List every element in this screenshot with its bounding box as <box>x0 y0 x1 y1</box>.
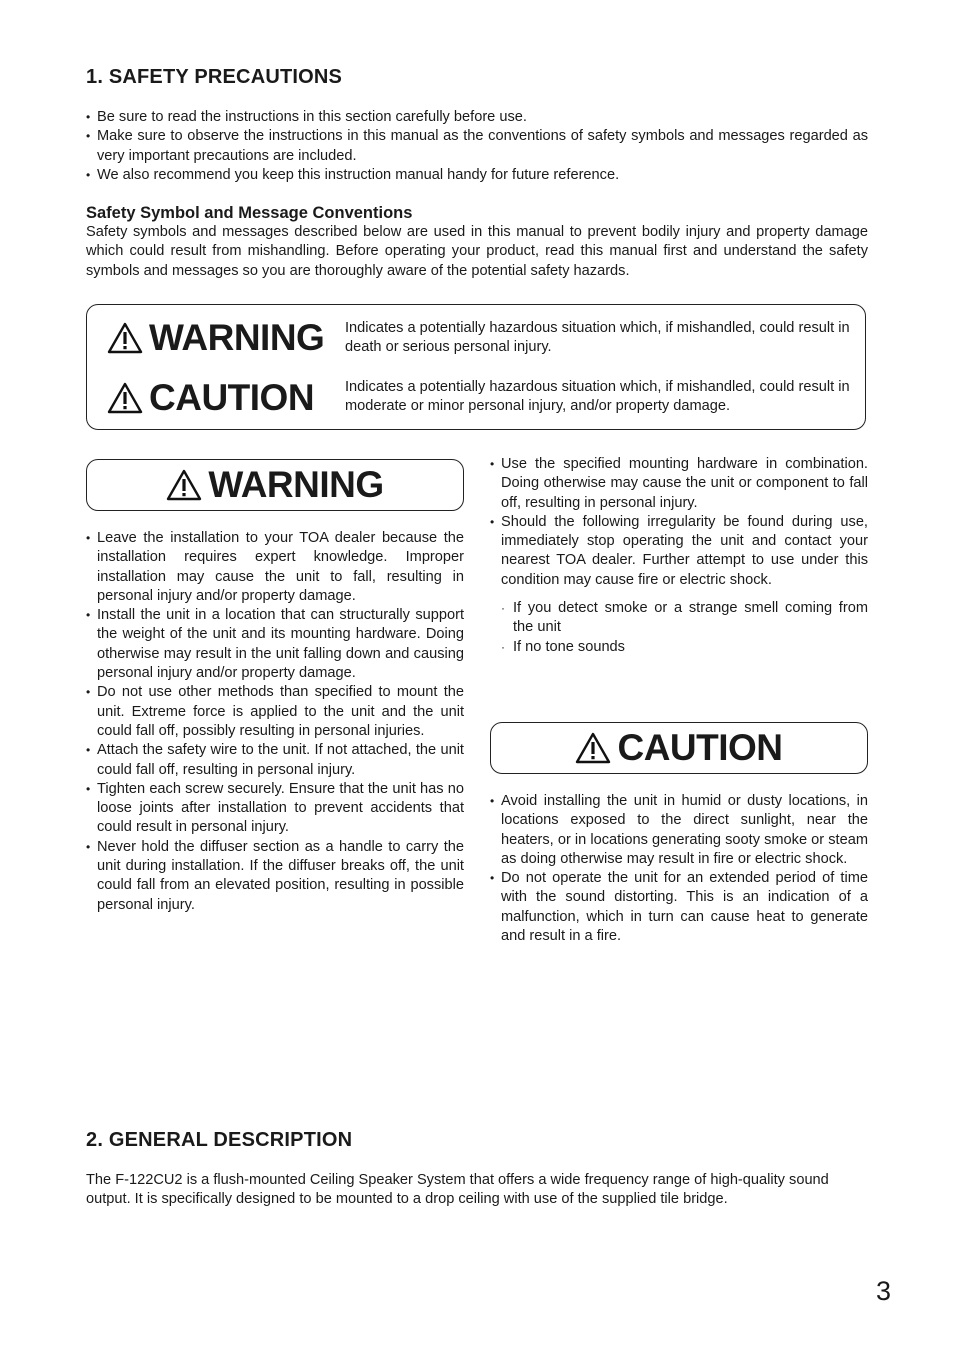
warning-header-box <box>86 459 464 511</box>
list-item: • Use the specified mounting hardware in combination. Doing otherwise may cause the unit or component to fall off, resulting in personal injury. <box>490 455 868 513</box>
legend-caution-desc: Indicates a potentially hazardous situation which, if mishandled, could result in moderate or minor personal injury, and/or property damage. <box>345 379 850 415</box>
section-title-general: 2. GENERAL DESCRIPTION <box>86 1129 353 1151</box>
list-item: • Leave the installation to your TOA dealer because the installation requires expert knowledge. Improper installation may cause the unit to fall, resulting in personal injury and/or property damage. <box>86 529 464 606</box>
intro-bullet-list <box>86 108 868 185</box>
list-item <box>490 513 868 657</box>
legend-warning-label <box>107 318 324 358</box>
section-title-safety: 1. SAFETY PRECAUTIONS <box>86 66 343 88</box>
caution-header-text: CAUTION <box>617 727 783 768</box>
page-number: 3 <box>876 1276 892 1306</box>
legend-caution-text: CAUTION <box>149 377 315 418</box>
legend-warning-text: WARNING <box>149 317 325 358</box>
warning-triangle-icon <box>107 382 143 414</box>
caution-header-label <box>575 728 782 768</box>
legend-warning-desc: Indicates a potentially hazardous situation which, if mishandled, could result in death or serious personal injury. <box>345 320 850 356</box>
list-item: • Tighten each screw securely. Ensure that the unit has no loose joints after installation to prevent accidents that could result in personal injury. <box>86 780 464 838</box>
list-item: · If no tone sounds <box>501 638 868 657</box>
conventions-heading: Safety Symbol and Message Conventions <box>86 204 413 222</box>
irregularity-list <box>501 599 868 657</box>
warning-triangle-icon <box>575 732 611 764</box>
caution-header-box <box>490 722 868 774</box>
list-item: • Be sure to read the instructions in this section carefully before use. <box>86 108 868 127</box>
list-item: • We also recommend you keep this instruction manual handy for future reference. <box>86 166 868 185</box>
list-item: • Attach the safety wire to the unit. If not attached, the unit could fall off, resulting in personal injury. <box>86 741 464 780</box>
warning-triangle-icon <box>166 469 202 501</box>
warning-header-text: WARNING <box>208 464 384 505</box>
list-item: • Never hold the diffuser section as a handle to carry the unit during installation. If the diffuser breaks off, the unit could fall from an elevated position, resulting in possible personal injury. <box>86 838 464 915</box>
list-item-text: Should the following irregularity be found during use, immediately stop operating the unit and contact your nearest TOA dealer. Further attempt to use under this condition may cause fire or electric shock. <box>501 513 868 588</box>
list-item: · If you detect smoke or a strange smell coming from the unit <box>501 599 868 638</box>
warning-list-right <box>490 455 868 657</box>
list-item: • Do not operate the unit for an extended period of time with the sound distorting. This is an indication of a malfunction, which in turn can cause heat to generate and result in a fire. <box>490 869 868 946</box>
general-description-text: The F-122CU2 is a flush-mounted Ceiling Speaker System that offers a wide frequency range of high-quality sound output. It is specifically designed to be mounted to a drop ceiling with use of the supplied tile bridge. <box>86 1172 829 1208</box>
caution-list <box>490 792 868 946</box>
warning-list-left <box>86 529 464 915</box>
list-item: • Avoid installing the unit in humid or dusty locations, in locations exposed to the direct sunlight, near the heaters, or in locations generating sooty smoke or steam as doing otherwise may result in fire or electric shock. <box>490 792 868 869</box>
list-item: • Install the unit in a location that can structurally support the weight of the unit and its mounting hardware. Doing otherwise may result in the unit falling down and causing personal injury and/or property damage. <box>86 606 464 683</box>
list-item: • Make sure to observe the instructions in this manual as the conventions of safety symbols and messages regarded as very important precautions are included. <box>86 127 868 166</box>
warning-triangle-icon <box>107 322 143 354</box>
warning-header-label <box>166 465 383 505</box>
legend-caution-label <box>107 378 314 418</box>
list-item: • Do not use other methods than specified to mount the unit. Extreme force is applied to the unit and the unit could fall off, possibly resulting in personal injuries. <box>86 683 464 741</box>
conventions-text: Safety symbols and messages described below are used in this manual to prevent bodily injury and property damage which could result from mishandling. Before operating your product, read this manual first and understand the safety symbols and messages so you are thoroughly aware of the potential safety hazards. <box>86 224 868 279</box>
